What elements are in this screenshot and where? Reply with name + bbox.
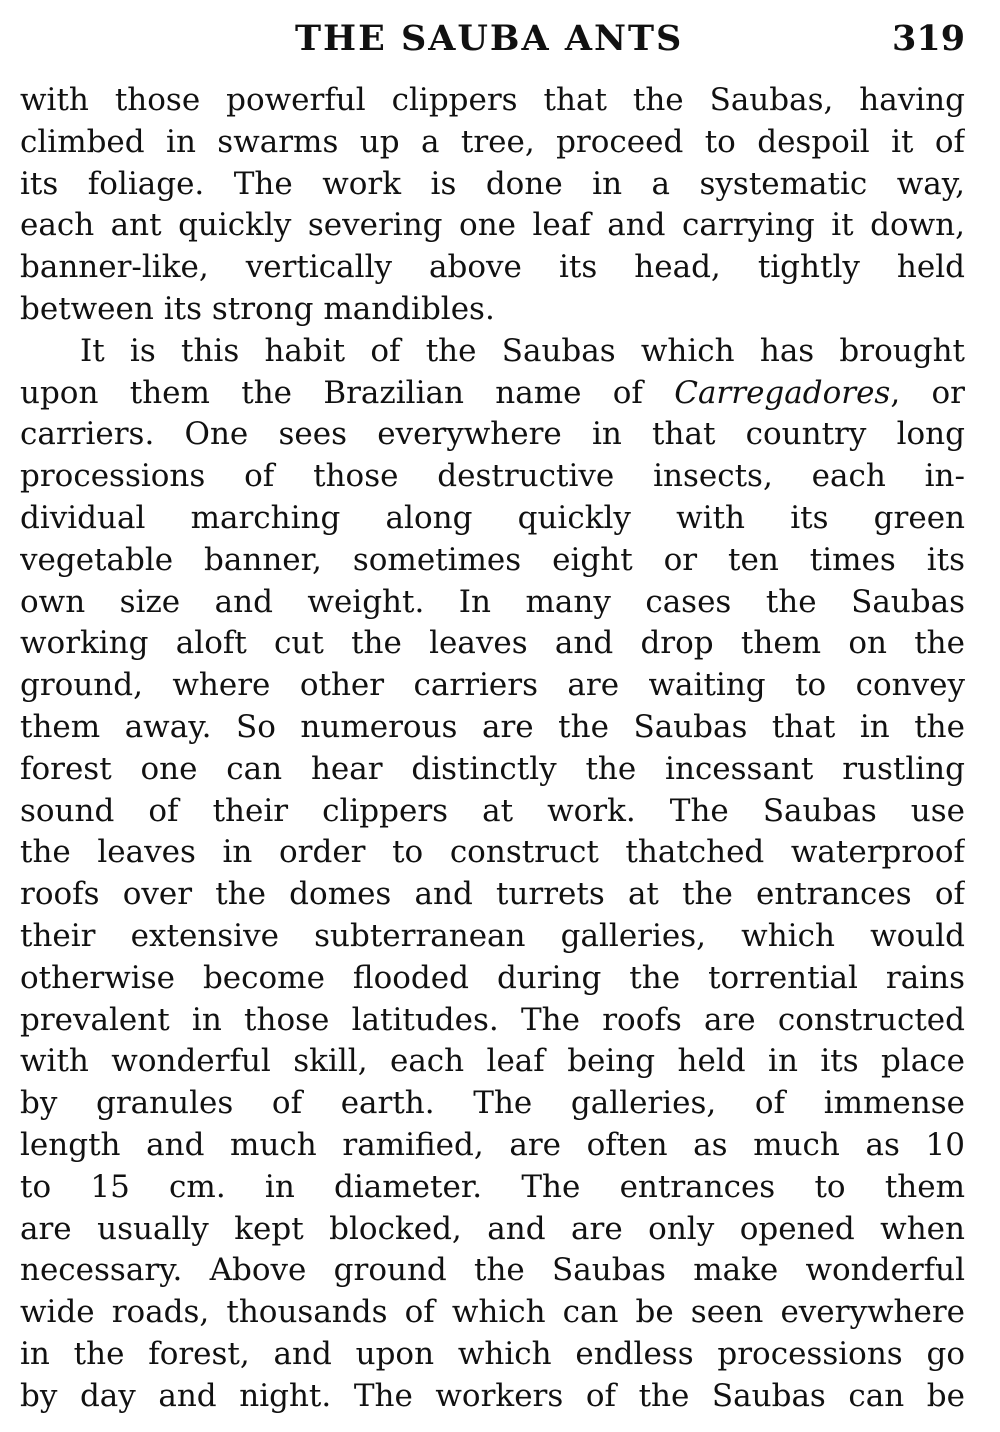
page-number: 319 (892, 18, 966, 59)
text-line: working aloft cut the leaves and drop them on the (20, 625, 965, 662)
text-line: to 15 cm. in diameter. The entrances to them (20, 1168, 965, 1205)
page-header (0, 18, 1000, 68)
text-line: are usually kept blocked, and are only opened when (20, 1210, 965, 1247)
text-line: each ant quickly severing one leaf and carrying it down, (20, 207, 965, 244)
text-line: roofs over the domes and turrets at the entrances of (20, 876, 965, 913)
text-line: with those powerful clippers that the Saubas, having (20, 82, 965, 118)
text-line: processions of those destructive insects, each in- (20, 458, 965, 495)
text-fragment: , or (890, 374, 965, 411)
text-line: necessary. Above ground the Saubas make wonderful (20, 1252, 965, 1289)
text-fragment: upon them the Brazilian name of (20, 374, 675, 411)
text-line: its foliage. The work is done in a systematic way, (20, 165, 965, 202)
text-line: forest one can hear distinctly the incessant rustling (20, 750, 965, 787)
text-line: their extensive subterranean galleries, which would (20, 917, 965, 954)
text-line: in the forest, and upon which endless processions go (20, 1335, 965, 1372)
text-line: banner-like, vertically above its head, tightly held (20, 249, 965, 286)
text-line: otherwise become flooded during the torrential rains (20, 959, 965, 996)
text-line: dividual marching along quickly with its green (20, 499, 965, 536)
text-line: length and much ramified, are often as much as 10 (20, 1126, 965, 1163)
text-line: by day and night. The workers of the Saubas can be (20, 1377, 965, 1414)
text-line: between its strong mandibles. (20, 290, 495, 327)
text-line: the leaves in order to construct thatched waterproof (20, 834, 965, 871)
text-line: carriers. One sees everywhere in that country long (20, 416, 965, 453)
text-line-with-italic (20, 373, 965, 415)
text-line: with wonderful skill, each leaf being held in its place (20, 1043, 965, 1080)
text-line: sound of their clippers at work. The Saubas use (20, 792, 965, 829)
running-title: THE SAUBA ANTS (295, 18, 684, 59)
text-line: ground, where other carriers are waiting to convey (20, 667, 965, 704)
text-line: them away. So numerous are the Saubas that in the (20, 708, 965, 745)
text-line: vegetable banner, sometimes eight or ten times its (20, 541, 965, 578)
text-line: by granules of earth. The galleries, of immense (20, 1085, 965, 1122)
text-line: climbed in swarms up a tree, proceed to despoil it of (20, 123, 965, 160)
body-text (20, 80, 965, 1418)
text-line: own size and weight. In many cases the Saubas (20, 583, 965, 620)
text-line: prevalent in those latitudes. The roofs are constructed (20, 1001, 965, 1038)
text-line: It is this habit of the Saubas which has brought (80, 332, 965, 369)
text-line: wide roads, thousands of which can be seen everywhere (20, 1294, 965, 1331)
italic-term: Carregadores (674, 374, 891, 411)
